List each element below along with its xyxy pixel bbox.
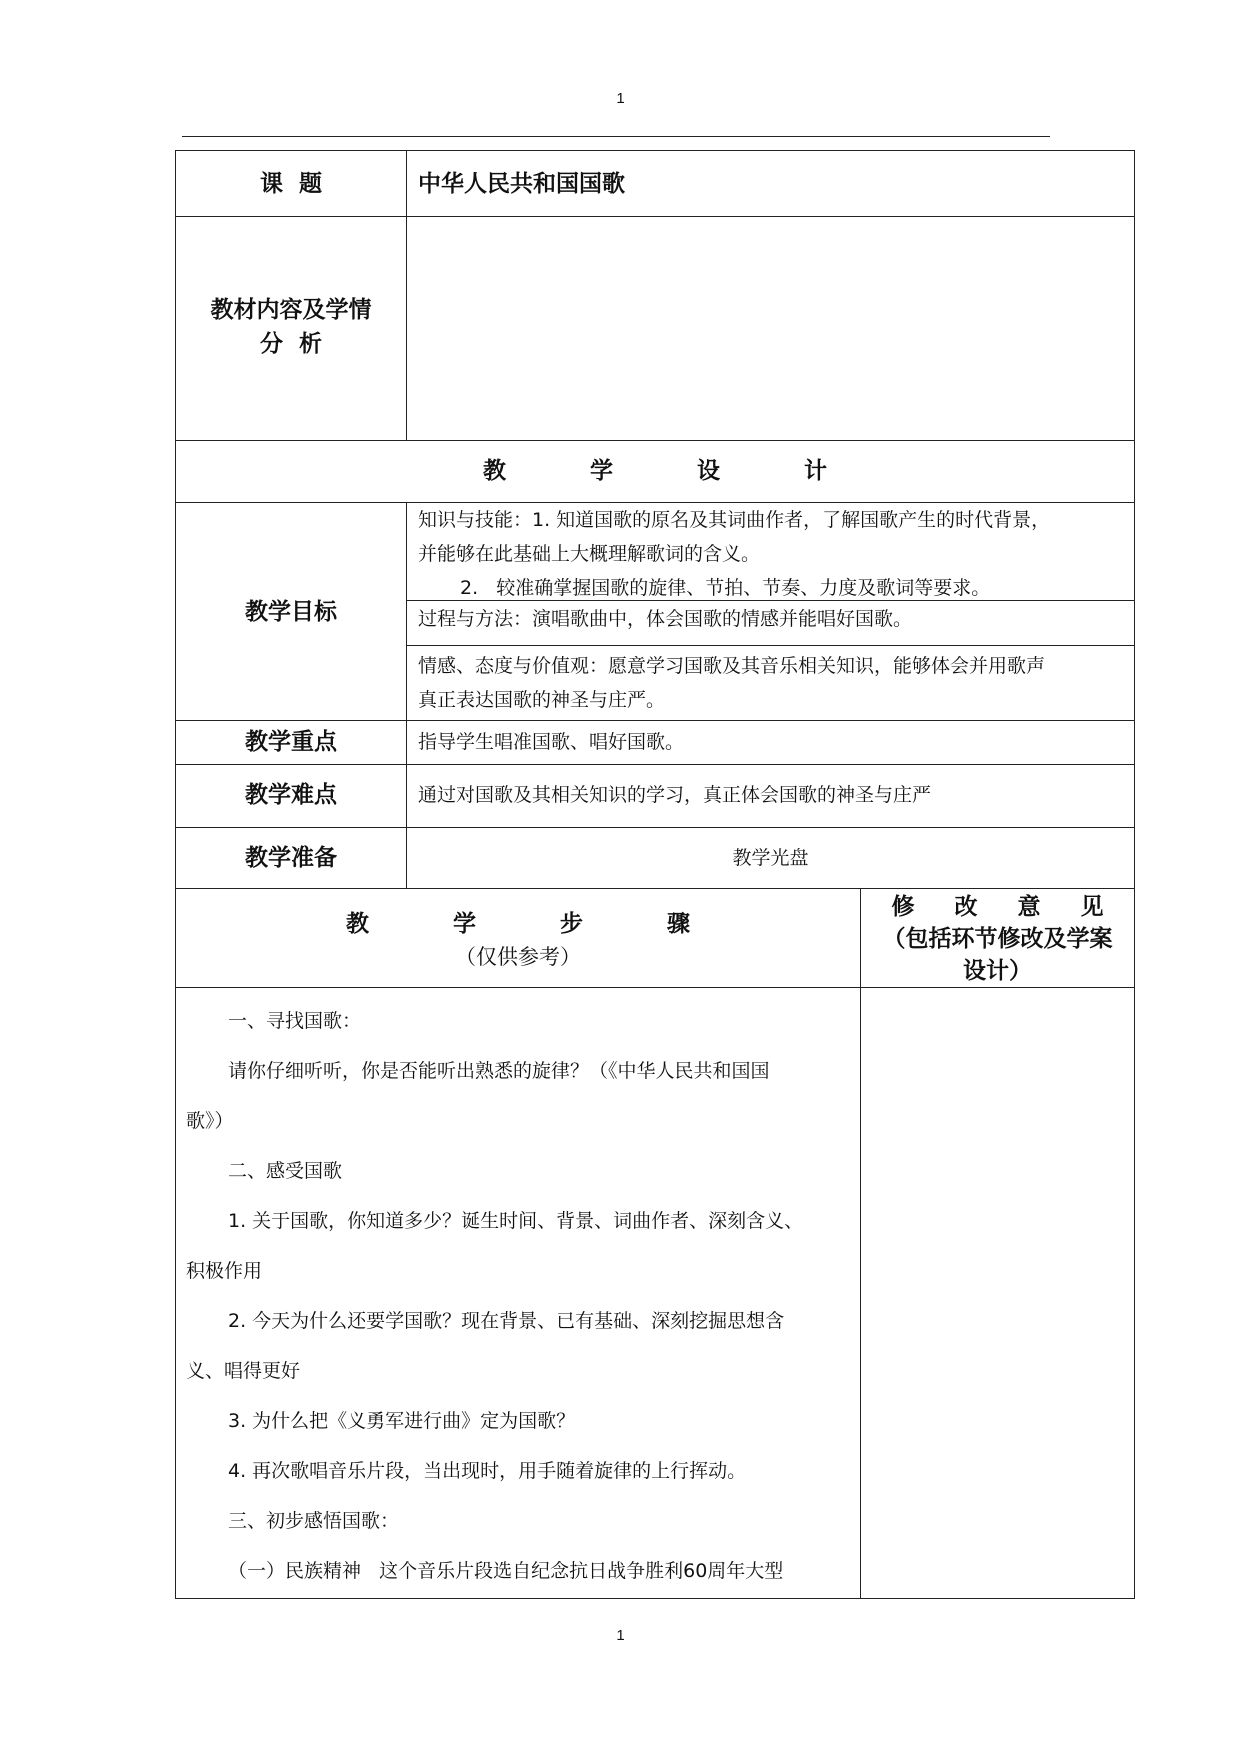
column-divider xyxy=(406,150,407,440)
analysis-label xyxy=(176,293,406,361)
steps-content xyxy=(186,996,850,1596)
row-divider xyxy=(175,720,1135,721)
objectives-knowledge-line1: 知识与技能：1. 知道国歌的原名及其词曲作者，了解国歌产生的时代背景， xyxy=(418,509,1051,531)
step-line: 1. 关于国歌，你知道多少？诞生时间、背景、词曲作者、深刻含义、 xyxy=(228,1210,804,1232)
row-divider xyxy=(175,764,1135,765)
preparation-label: 教学准备 xyxy=(245,845,337,871)
step-line: 歌》） xyxy=(186,1110,234,1132)
objectives-emotion xyxy=(418,649,1130,717)
step-line: （一）民族精神 这个音乐片段选自纪念抗日战争胜利60周年大型 xyxy=(228,1560,784,1582)
objectives-process: 过程与方法：演唱歌曲中，体会国歌的情感并能唱好国歌。 xyxy=(418,608,913,630)
design-title: 教 学 设 计 xyxy=(482,458,828,484)
objectives-knowledge-line3: 2. 较准确掌握国歌的旋律、节拍、节奏、力度及歌词等要求。 xyxy=(460,577,991,599)
revision-header xyxy=(861,891,1134,987)
difficulties-value: 通过对国歌及其相关知识的学习，真正体会国歌的神圣与庄严 xyxy=(418,784,932,806)
revision-subtitle-line2: 设计） xyxy=(963,958,1032,984)
analysis-label-line2: 分 析 xyxy=(259,331,322,357)
step-line: 积极作用 xyxy=(186,1260,263,1282)
objectives-emotion-line2: 真正表达国歌的神圣与庄严。 xyxy=(418,689,666,711)
row-divider xyxy=(175,216,1135,217)
revision-subtitle-line1: （包括环节修改及学案 xyxy=(882,926,1113,952)
step-line: 2. 今天为什么还要学国歌？现在背景、已有基础、深刻挖掘思想含 xyxy=(228,1310,785,1332)
header-rule xyxy=(182,136,1050,137)
objectives-emotion-line1: 情感、态度与价值观：愿意学习国歌及其音乐相关知识，能够体会并用歌声 xyxy=(418,655,1046,677)
topic-label: 课 题 xyxy=(259,171,322,197)
step-line: 4. 再次歌唱音乐片段，当出现时，用手随着旋律的上行挥动。 xyxy=(228,1460,747,1482)
row-divider xyxy=(175,827,1135,828)
table-border-top xyxy=(175,150,1135,151)
revision-notes-cell xyxy=(861,988,1134,1598)
row-divider xyxy=(175,888,1135,889)
row-divider xyxy=(175,440,1135,441)
key-points-label: 教学重点 xyxy=(245,729,337,755)
step-line: 二、感受国歌 xyxy=(228,1160,343,1182)
row-divider xyxy=(407,645,1135,646)
page-number-top: 1 xyxy=(616,90,625,107)
steps-title: 教 学 步 骤 xyxy=(345,911,691,937)
difficulties-label: 教学难点 xyxy=(245,782,337,808)
objectives-knowledge xyxy=(418,503,1130,605)
table-border-right xyxy=(1134,150,1135,1598)
step-line: 3. 为什么把《义勇军进行曲》定为国歌？ xyxy=(228,1410,576,1432)
page-number-bottom: 1 xyxy=(616,1627,625,1644)
column-divider xyxy=(406,502,407,888)
analysis-value xyxy=(418,226,1118,426)
step-line: 请你仔细听听，你是否能听出熟悉的旋律？（《中华人民共和国国 xyxy=(228,1060,770,1082)
step-line: 义、唱得更好 xyxy=(186,1360,301,1382)
revision-title: 修 改 意 见 xyxy=(891,894,1104,920)
steps-subtitle: （仅供参考） xyxy=(455,945,581,969)
step-line: 三、初步感悟国歌： xyxy=(228,1510,400,1532)
preparation-value: 教学光盘 xyxy=(732,847,809,869)
objectives-label: 教学目标 xyxy=(245,599,337,625)
topic-value: 中华人民共和国国歌 xyxy=(418,171,625,197)
table-border-bottom xyxy=(175,1598,1135,1599)
objectives-knowledge-line2: 并能够在此基础上大概理解歌词的含义。 xyxy=(418,543,761,565)
analysis-label-line1: 教材内容及学情 xyxy=(210,297,372,323)
step-line: 一、寻找国歌： xyxy=(228,1010,362,1032)
steps-header xyxy=(176,906,860,972)
key-points-value: 指导学生唱准国歌、唱好国歌。 xyxy=(418,731,685,753)
